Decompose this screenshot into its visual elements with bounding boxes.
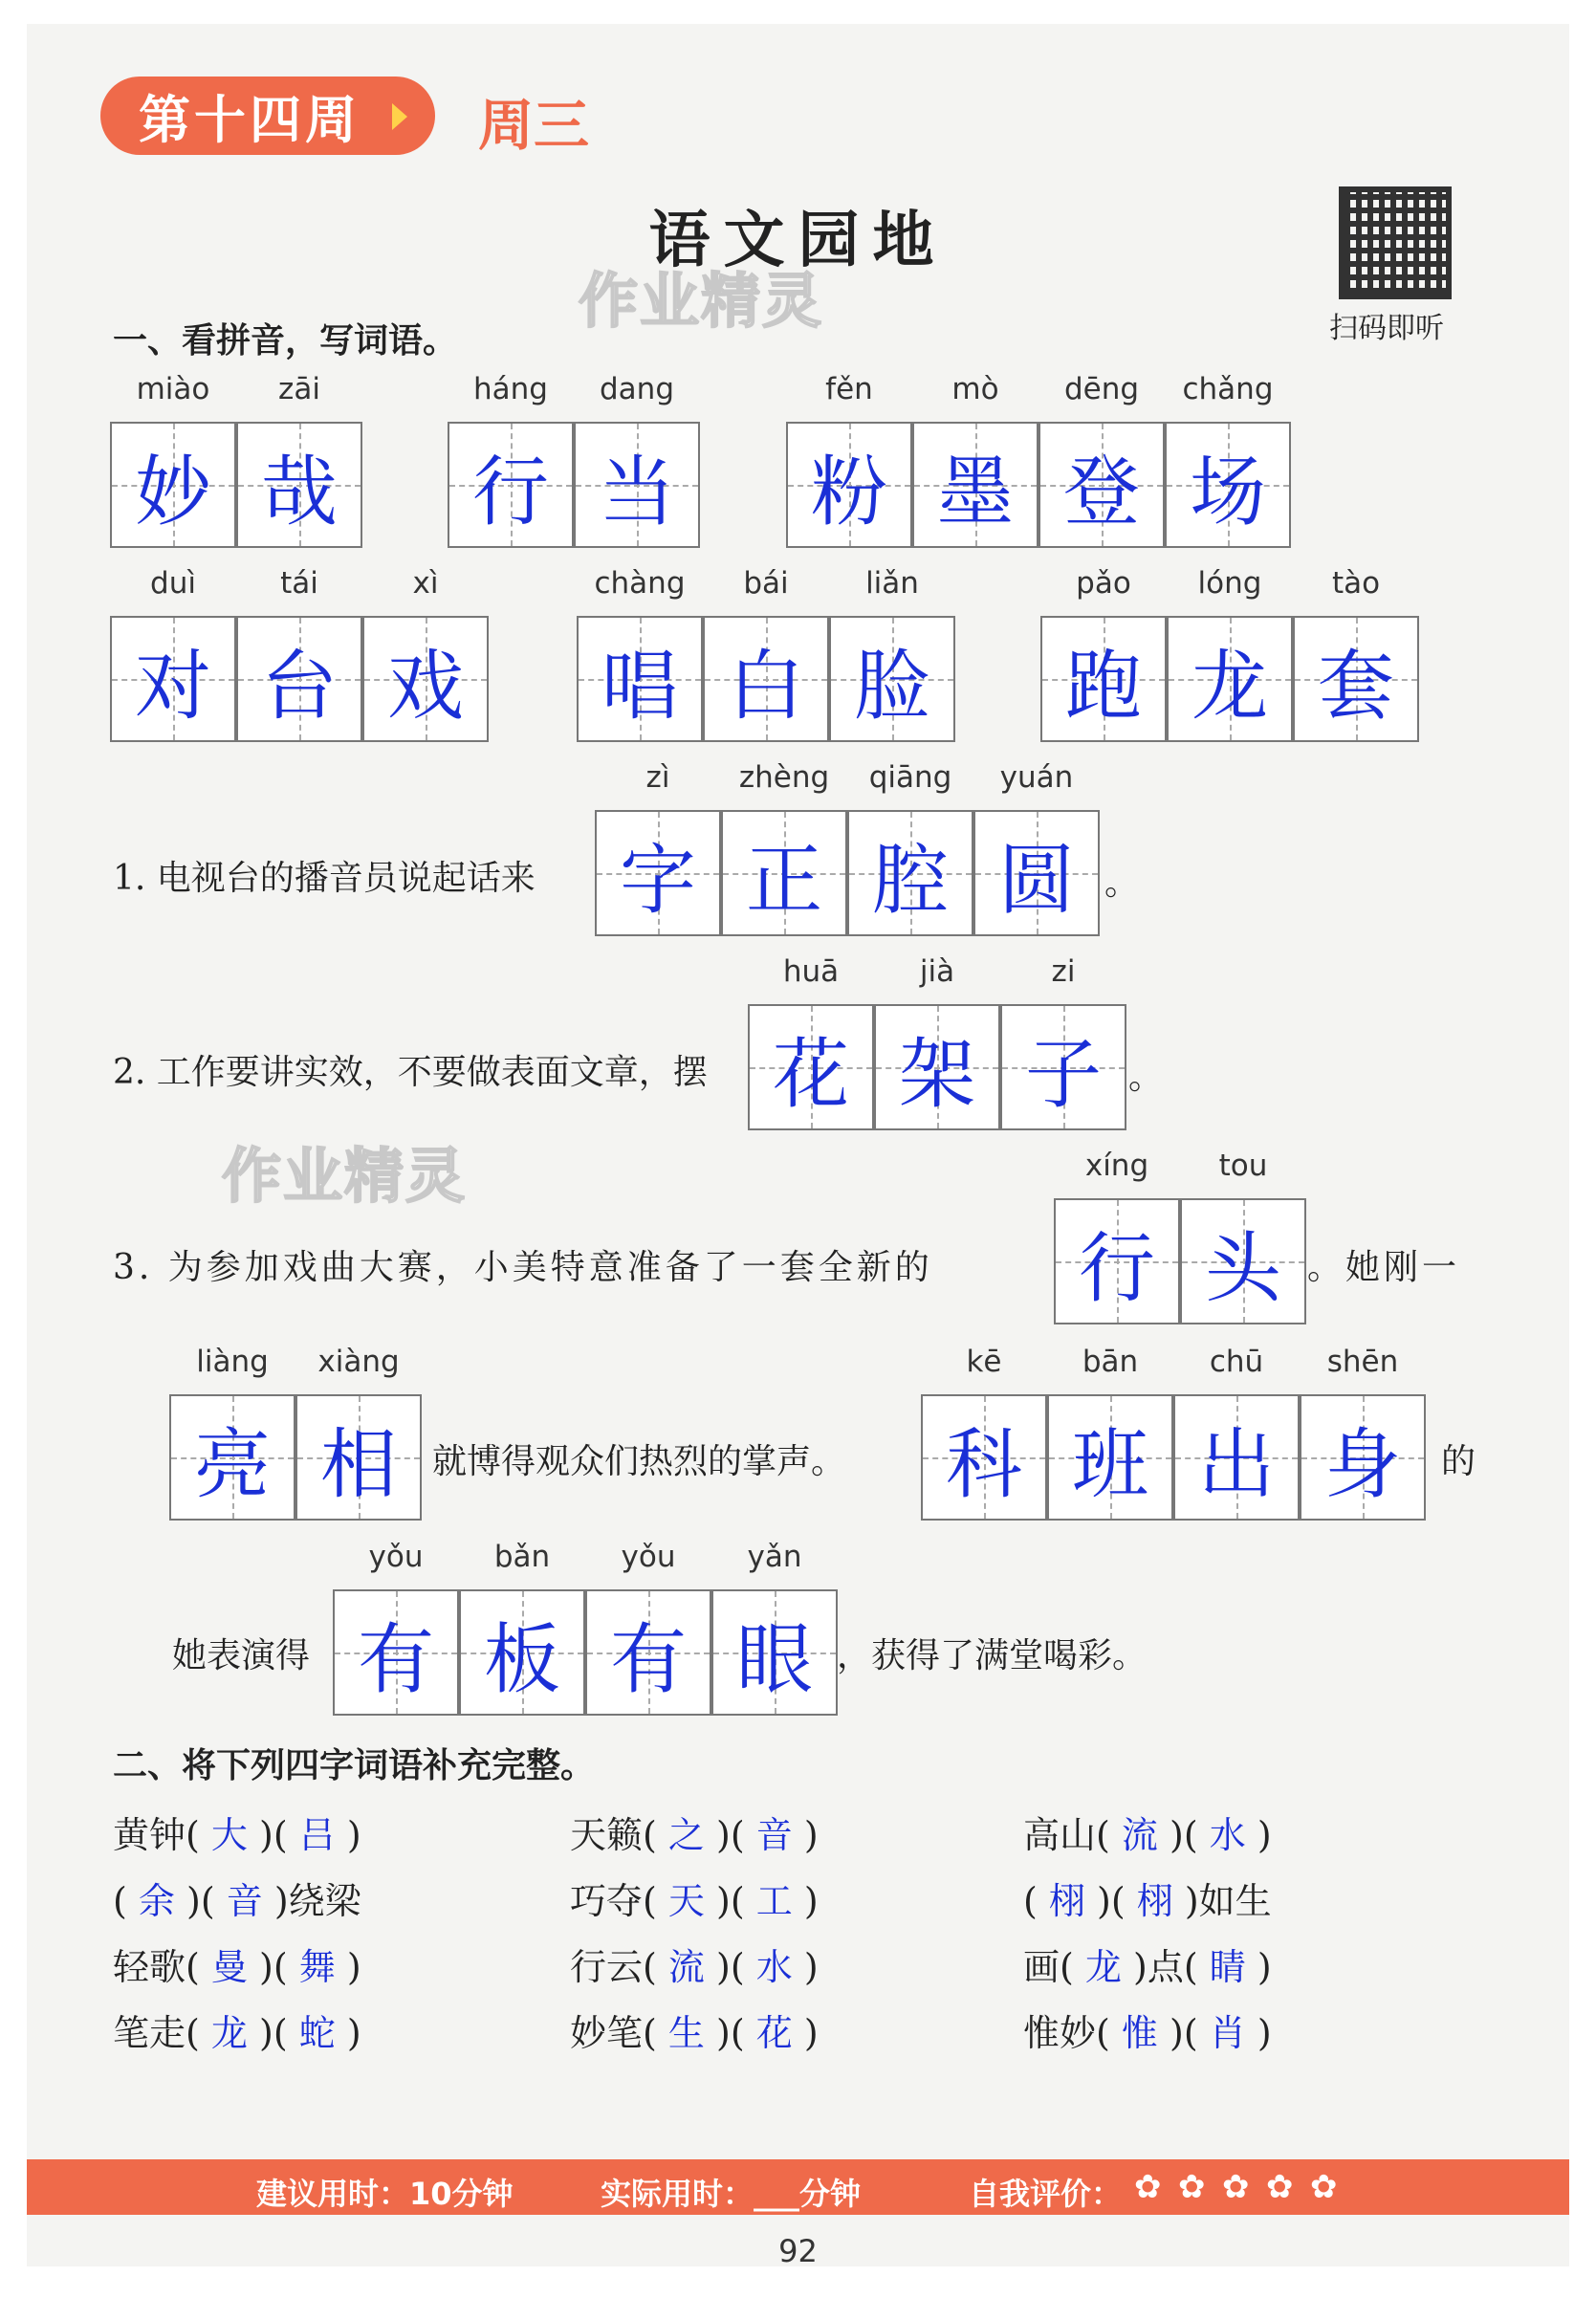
answer-character: 套 <box>1318 641 1394 731</box>
actual-time: 实际用时：___分钟 <box>601 2176 862 2212</box>
flower-icon[interactable]: ✿ <box>1178 2168 1206 2206</box>
pinyin-label: xì <box>412 566 439 601</box>
pinyin-label: xiàng <box>317 1345 400 1379</box>
pinyin-label: zi <box>1051 954 1076 989</box>
sentence-3-line3-end: ，获得了满堂喝彩。 <box>837 1636 1148 1675</box>
idiom-answer[interactable]: 惟 <box>1121 2012 1158 2054</box>
idiom-answer[interactable]: 之 <box>667 1814 705 1856</box>
answer-character: 场 <box>1190 447 1266 536</box>
answer-character: 当 <box>599 447 675 536</box>
idiom-answer[interactable]: 音 <box>755 1814 793 1856</box>
sentence-3-text: 3. 为参加戏曲大赛，小美特意准备了一套全新的 <box>113 1248 933 1287</box>
writing-box[interactable] <box>295 1394 422 1521</box>
writing-box[interactable] <box>1293 616 1419 742</box>
pinyin-label: yuán <box>999 760 1074 795</box>
idiom-answer[interactable]: 肖 <box>1209 2012 1246 2054</box>
pinyin-label: dang <box>600 372 674 406</box>
pinyin-label: tou <box>1218 1149 1268 1183</box>
week-badge <box>100 77 435 155</box>
answer-character: 字 <box>620 835 696 925</box>
writing-box[interactable] <box>1040 616 1167 742</box>
writing-box[interactable] <box>711 1589 838 1716</box>
pinyin-label: zhèng <box>738 760 830 795</box>
idiom-answer[interactable]: 水 <box>755 1946 793 1988</box>
idiom-item: 黄钟( 大 )( 吕 ) <box>113 1814 361 1856</box>
writing-box[interactable] <box>595 810 721 936</box>
writing-box[interactable] <box>874 1004 1000 1130</box>
flower-icon[interactable]: ✿ <box>1134 2168 1162 2206</box>
writing-box[interactable] <box>1180 1198 1306 1324</box>
idiom-item: 行云( 流 )( 水 ) <box>570 1946 819 1988</box>
writing-box[interactable] <box>1038 422 1165 548</box>
qr-code-icon[interactable] <box>1339 186 1452 299</box>
writing-box[interactable] <box>459 1589 585 1716</box>
idiom-answer[interactable]: 工 <box>755 1880 793 1922</box>
section-2-heading: 二、将下列四字词语补充完整。 <box>113 1746 596 1785</box>
self-evaluation-label: 自我评价： <box>969 2176 1123 2212</box>
flower-icon[interactable]: ✿ <box>1266 2168 1294 2206</box>
writing-box[interactable] <box>921 1394 1047 1521</box>
answer-character: 登 <box>1063 447 1140 536</box>
page-title: 语文园地 <box>648 205 948 276</box>
sentence-1-end: 。 <box>1104 864 1140 903</box>
idiom-answer[interactable]: 龙 <box>210 2012 248 2054</box>
idiom-answer[interactable]: 余 <box>138 1880 175 1922</box>
writing-box[interactable] <box>236 422 362 548</box>
flower-icon[interactable]: ✿ <box>1222 2168 1250 2206</box>
pinyin-label: liàng <box>196 1345 269 1379</box>
pinyin-label: kē <box>966 1345 1002 1379</box>
pinyin-label: pǎo <box>1076 566 1131 601</box>
pinyin-label: liǎn <box>865 566 919 601</box>
answer-character: 跑 <box>1065 641 1142 731</box>
sentence-1-text: 1. 电视台的播音员说起话来 <box>113 859 536 898</box>
idiom-item: 天籁( 之 )( 音 ) <box>570 1814 819 1856</box>
idiom-answer[interactable]: 天 <box>667 1880 705 1922</box>
pinyin-label: yǒu <box>368 1540 424 1574</box>
idiom-answer[interactable]: 吕 <box>298 1814 336 1856</box>
answer-character: 板 <box>484 1614 560 1704</box>
writing-box[interactable] <box>1173 1394 1300 1521</box>
answer-character: 花 <box>773 1029 849 1119</box>
idiom-answer[interactable]: 龙 <box>1084 1946 1122 1988</box>
writing-box[interactable] <box>721 810 847 936</box>
answer-character: 龙 <box>1192 641 1268 731</box>
writing-box[interactable] <box>333 1589 459 1716</box>
pinyin-label: qiāng <box>868 760 952 795</box>
writing-box[interactable] <box>110 616 236 742</box>
answer-character: 行 <box>472 447 549 536</box>
qr-caption: 扫码即听 <box>1329 312 1444 345</box>
answer-character: 脸 <box>854 641 930 731</box>
answer-character: 架 <box>899 1029 975 1119</box>
answer-character: 墨 <box>937 447 1014 536</box>
idiom-item: 巧夺( 天 )( 工 ) <box>570 1880 819 1922</box>
watermark: 作业精灵 <box>579 266 824 336</box>
pinyin-label: háng <box>473 372 548 406</box>
idiom-item: 惟妙( 惟 )( 肖 ) <box>1023 2012 1272 2054</box>
sentence-3-after: 。她刚一 <box>1307 1248 1461 1287</box>
day-label: 周三 <box>478 93 590 158</box>
writing-box[interactable] <box>786 422 912 548</box>
section-1-heading: 一、看拼音，写词语。 <box>113 321 458 361</box>
answer-character: 科 <box>946 1419 1022 1509</box>
answer-character: 对 <box>135 641 211 731</box>
answer-character: 相 <box>320 1419 397 1509</box>
idiom-item: 高山( 流 )( 水 ) <box>1023 1814 1272 1856</box>
answer-character: 子 <box>1025 1029 1102 1119</box>
writing-box[interactable] <box>362 616 489 742</box>
sentence-3-line3-start: 她表演得 <box>172 1636 311 1675</box>
idiom-item: 轻歌( 曼 )( 舞 ) <box>113 1946 361 1988</box>
answer-character: 唱 <box>601 641 678 731</box>
idiom-item: 画( 龙 )点( 睛 ) <box>1023 1946 1272 1988</box>
writing-box[interactable] <box>912 422 1038 548</box>
writing-box[interactable] <box>703 616 829 742</box>
pinyin-label: jià <box>919 954 955 989</box>
idiom-answer[interactable]: 栩 <box>1048 1880 1085 1922</box>
pinyin-label: dēng <box>1063 372 1140 406</box>
pinyin-label: yǎn <box>747 1540 802 1574</box>
answer-character: 哉 <box>261 447 338 536</box>
answer-character: 粉 <box>811 447 887 536</box>
idiom-answer[interactable]: 舞 <box>298 1946 336 1988</box>
idiom-answer[interactable]: 睛 <box>1209 1946 1246 1988</box>
answer-character: 身 <box>1324 1419 1401 1509</box>
writing-box[interactable] <box>1000 1004 1126 1130</box>
answer-character: 行 <box>1079 1223 1155 1313</box>
idiom-answer[interactable]: 曼 <box>210 1946 248 1988</box>
writing-box[interactable] <box>748 1004 874 1130</box>
idiom-answer[interactable]: 花 <box>755 2012 793 2054</box>
pinyin-label: chàng <box>594 566 686 601</box>
answer-character: 有 <box>610 1614 687 1704</box>
pinyin-label: chū <box>1209 1345 1264 1379</box>
idiom-answer[interactable]: 生 <box>667 2012 705 2054</box>
idiom-answer[interactable]: 流 <box>1121 1814 1158 1856</box>
sentence-2-text: 2. 工作要讲实效，不要做表面文章，摆 <box>113 1053 708 1092</box>
pinyin-label: bái <box>743 566 789 601</box>
answer-character: 亮 <box>194 1419 271 1509</box>
idiom-item: ( 余 )( 音 )绕梁 <box>113 1880 361 1922</box>
footer-bar <box>27 2159 1569 2215</box>
idiom-answer[interactable]: 水 <box>1209 1814 1246 1856</box>
week-label: 第十四周 <box>139 89 361 150</box>
writing-box[interactable] <box>169 1394 295 1521</box>
writing-box[interactable] <box>236 616 362 742</box>
watermark: 作业精灵 <box>222 1141 468 1211</box>
answer-character: 腔 <box>872 835 949 925</box>
pinyin-label: chǎng <box>1182 372 1274 406</box>
pinyin-label: bǎn <box>493 1540 551 1574</box>
arrow-icon <box>392 103 407 130</box>
idiom-answer[interactable]: 栩 <box>1136 1880 1173 1922</box>
writing-box[interactable] <box>585 1589 711 1716</box>
pinyin-label: fěn <box>825 372 873 406</box>
sentence-2-end: 。 <box>1128 1058 1164 1097</box>
writing-box[interactable] <box>1165 422 1291 548</box>
writing-box[interactable] <box>1167 616 1293 742</box>
pinyin-label: zì <box>645 760 670 795</box>
sentence-3-line2-mid: 就博得观众们热烈的掌声。 <box>432 1442 846 1481</box>
pinyin-label: mò <box>951 372 999 406</box>
sentence-3-line2-end: 的 <box>1441 1442 1476 1481</box>
writing-box[interactable] <box>577 616 703 742</box>
answer-character: 有 <box>358 1614 434 1704</box>
idiom-answer[interactable]: 大 <box>210 1814 248 1856</box>
writing-box[interactable] <box>1300 1394 1426 1521</box>
writing-box[interactable] <box>1054 1198 1180 1324</box>
answer-character: 眼 <box>736 1614 813 1704</box>
page-number: 92 <box>778 2233 818 2269</box>
writing-box[interactable] <box>973 810 1100 936</box>
idiom-answer[interactable]: 流 <box>667 1946 705 1988</box>
pinyin-label: shēn <box>1326 1345 1399 1379</box>
answer-character: 妙 <box>135 447 211 536</box>
answer-character: 白 <box>728 641 804 731</box>
answer-character: 台 <box>261 641 338 731</box>
pinyin-label: bān <box>1082 1345 1139 1379</box>
pinyin-label: huā <box>782 954 840 989</box>
pinyin-label: lóng <box>1197 566 1262 601</box>
idiom-answer[interactable]: 音 <box>226 1880 263 1922</box>
pinyin-label: tào <box>1331 566 1381 601</box>
idiom-item: 妙笔( 生 )( 花 ) <box>570 2012 819 2054</box>
flower-icon[interactable]: ✿ <box>1310 2168 1338 2206</box>
answer-character: 正 <box>746 835 822 925</box>
pinyin-label: xíng <box>1084 1149 1149 1183</box>
pinyin-label: zāi <box>278 372 320 406</box>
writing-box[interactable] <box>829 616 955 742</box>
answer-character: 戏 <box>387 641 464 731</box>
writing-box[interactable] <box>847 810 973 936</box>
pinyin-label: duì <box>150 566 196 601</box>
writing-box[interactable] <box>574 422 700 548</box>
writing-box[interactable] <box>110 422 236 548</box>
idiom-item: 笔走( 龙 )( 蛇 ) <box>113 2012 361 2054</box>
pinyin-label: tái <box>280 566 318 601</box>
idiom-answer[interactable]: 蛇 <box>298 2012 336 2054</box>
suggested-time: 建议用时：10分钟 <box>256 2176 514 2212</box>
idiom-item: ( 栩 )( 栩 )如生 <box>1023 1880 1272 1922</box>
pinyin-label: yǒu <box>621 1540 676 1574</box>
writing-box[interactable] <box>1047 1394 1173 1521</box>
answer-character: 班 <box>1072 1419 1148 1509</box>
writing-box[interactable] <box>448 422 574 548</box>
answer-character: 头 <box>1205 1223 1281 1313</box>
pinyin-label: miào <box>136 372 210 406</box>
answer-character: 圆 <box>998 835 1075 925</box>
answer-character: 出 <box>1198 1419 1275 1509</box>
